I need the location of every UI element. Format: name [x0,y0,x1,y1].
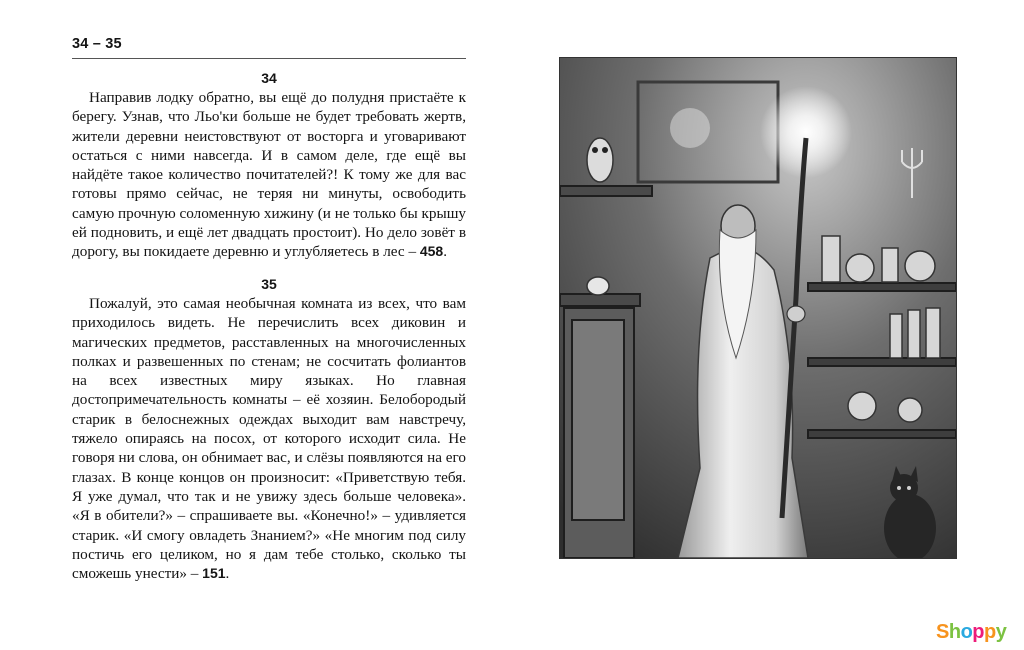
section-35-text [72,294,466,583]
page-header: 34 – 35 [72,36,122,52]
shoppy-letter: S [936,621,949,643]
section-number-34: 34 [261,70,277,86]
section-number-35: 35 [261,276,277,292]
shoppy-watermark [936,621,1006,644]
section-35-body: Пожалуй, это самая необычная комната из всех, что вам приходилось видеть. Не перечислить всех диковин и магических предметов, расставленных на многочисленных полках и развешенных по стенам; не сосчитать фолиантов на всех известных миру языках. Но главная достопримечательность комнаты – её хозяин. Белобородый старик в белоснежных одеждах выходит вам навстречу, тяжело опираясь на посох, от которого исходит сила. Не говоря ни слова, он обнимает вас, и слёзы появляются на его глазах. В конце концов он произносит: «Приветствую тебя. Я уже думал, что так и не увижу здесь больше человека». «Я в обители?» – спрашиваете вы. «Конечно!» – удивляется старик. «И смогу овладеть Знанием?» «Не многим под силу постичь его целиком, но я дам тебе столько, сколько ты сможешь унести» – [72,295,466,583]
section-link-151: 151 [202,565,226,582]
shoppy-letter: h [948,621,961,643]
section-34-end: . [443,243,448,261]
skull [587,277,609,295]
shoppy-letter: p [972,621,984,643]
wizard-sketch-svg [560,58,956,558]
wizard-illustration [559,57,957,559]
section-34-text [72,88,466,262]
shoppy-letter: p [984,621,996,643]
wizard-hand [787,306,805,322]
section-link-458: 458 [419,243,444,260]
shoppy-letter: y [995,621,1007,643]
section-34-body: Направив лодку обратно, вы ещё до полудня пристаёте к берегу. Узнав, что Льо'ки больше не будет требовать жертв, жители деревни неистовствуют от восторга и уговаривают остаться с ними навсегда. И в самом деле, где ещё вы найдёте такое количество почитателей?! К тому же для вас готовы прямо сейчас, не теряя ни минуты, освободить самую прочную соломенную хижину (и не только бы крышу ей подновить, и ещё лет двадцать простоит). Но дело зовёт в дорогу, вы покидаете деревню и углубляетесь в лес – [72,89,466,261]
crystal-ball [670,108,710,148]
section-35-end: . [225,565,230,583]
owl-figure [587,138,613,182]
shoppy-letter: o [960,621,973,643]
header-divider [72,58,466,59]
